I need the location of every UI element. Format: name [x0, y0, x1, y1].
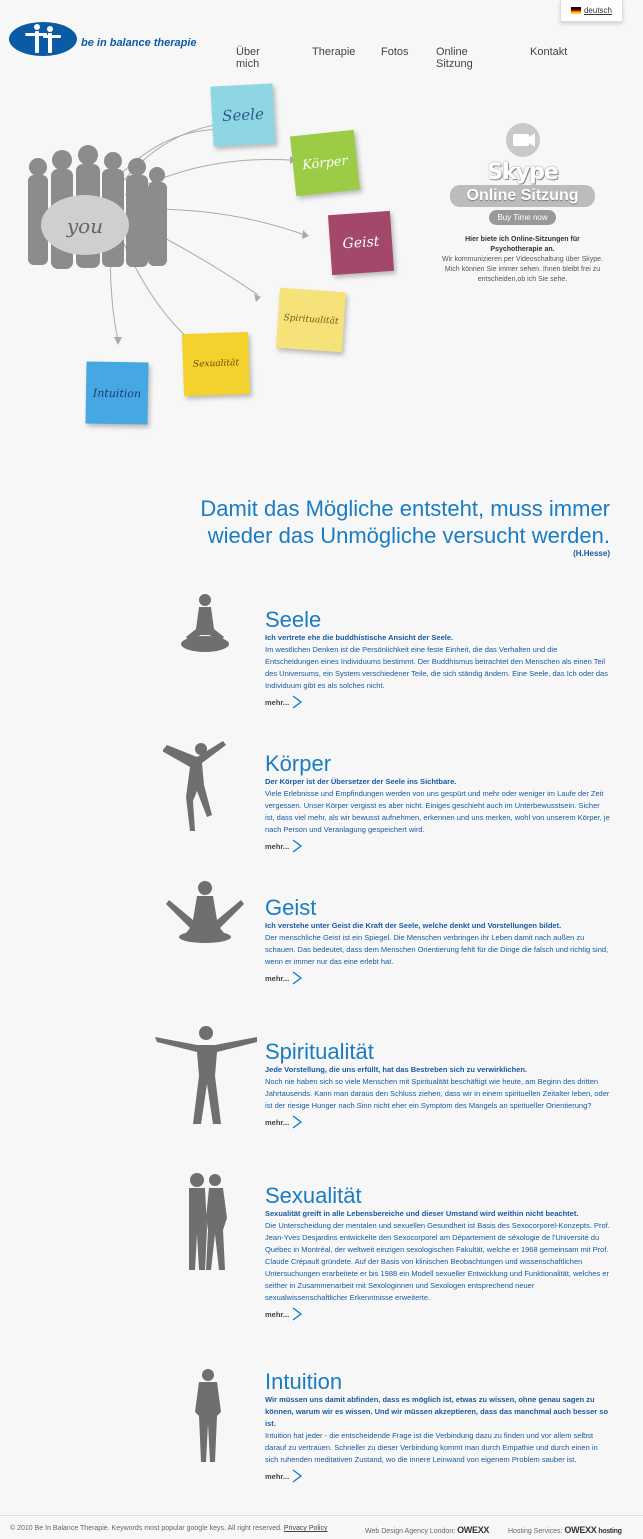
section-body: Die Unterscheidung der mentalen und sexuellen Gesundheit ist Basis des Sexocorporel-Konzepts. Prof. Jean-Yves Desjardins entwickelte den Sexocorporel am Département de séxologie de l'Université du Québec in Montréal, der weltweit einzigen sexologischen Fakultät, welche er 1968 gemeinsam mit Prof. Claude Crépault gründete. Auf der Basis von klinischen Beobachtungen und wissenschaftlichen Untersuchungen erarbeitete er bis 1988 ein Modell sexueller Entwicklung und Funktionalität, welches er seither in Zusammenarbeit mit Sexologinnen und Sexologen entsprechend neuer sexualwissenschaftlicher Erkenntnisse erweiterte. — [265, 1221, 610, 1302]
section-lead: Ich vertrete ehe die buddhistische Ansicht der Seele. — [265, 633, 454, 642]
skype-promo[interactable] — [440, 120, 605, 285]
video-camera-icon — [498, 120, 548, 160]
privacy-policy-link[interactable]: Privacy Policy — [283, 1525, 328, 1532]
german-flag-icon — [571, 7, 581, 14]
agency-logo[interactable]: OWEXX — [457, 1525, 490, 1535]
section-title: Geist — [265, 895, 317, 920]
online-sitzung-title: Online Sitzung — [450, 185, 595, 207]
logo-figures-icon — [7, 15, 79, 63]
section-body: Viele Erlebnisse und Empfindungen werden von uns gespürt und mehr oder weniger im Laufe der Zeit vergessen. Unser Körper vergisst es aber nicht. Einiges geschieht auch im Unterbewusstsein. Sicher ist, dass viel mehr, als wir bewusst aufnehmen, erkennen und uns merken, wohl von unserem Körper, je nach Person und Veranlagung gespeichert wird. — [265, 789, 610, 834]
section-body: Intuition hat jeder - die entscheidende Frage ist die Verbindung dazu zu finden und vor allem selbst darauf zu vertrauen. Schneller zu dieser Verbindung kommt man durch Empathie und durch einen in sich ruhenden meditativen Zustand, wo die innere Leinwand von eigenem Problem sauber ist. — [265, 1431, 598, 1464]
more-link[interactable]: mehr... — [265, 1115, 610, 1129]
chevron-right-icon — [291, 1469, 303, 1483]
nav-item-ueber-mich[interactable]: Über mich — [236, 46, 260, 70]
site-logo[interactable] — [7, 15, 197, 63]
quote-text: Damit das Mögliche entsteht, muss immer wieder das Unmögliche versucht werden. — [200, 496, 610, 548]
language-label[interactable]: deutsch — [583, 6, 613, 15]
section-lead: Sexualität greift in alle Lebensbereiche und dieser Umstand wird weithin nicht beachtet. — [265, 1209, 579, 1218]
note-seele: Seele — [210, 83, 275, 146]
section-title: Intuition — [265, 1369, 343, 1394]
section-lead: Wir müssen uns damit abfinden, dass es möglich ist, etwas zu wissen, ohne genau sagen zu können, warum wir es wissen. Und wir müssen akzeptieren, dass das manchmal auch besser so ist. — [265, 1395, 609, 1428]
section-spiritualitaet — [265, 1040, 610, 1129]
more-link[interactable]: mehr... — [265, 1469, 610, 1483]
section-title: Spiritualität — [265, 1039, 374, 1064]
couple-silhouette-icon — [183, 1170, 231, 1272]
note-geist: Geist — [328, 211, 394, 275]
chevron-right-icon — [291, 1307, 303, 1321]
section-sexualitaet — [265, 1184, 610, 1321]
section-seele — [265, 608, 610, 709]
section-body: Noch nie haben sich so viele Menschen mit Spiritualität beschäftigt wie heute, am Beginn des dritten Jahrtausends. Kann man daraus den Schluss ziehen, dass wir in einem spirituellen Zeitalter leben, oder ist der riesige Hunger nach Sinn nicht eher ein Symptom des Mangels an spiritueller Orientierung? — [265, 1077, 610, 1110]
more-link[interactable]: mehr... — [265, 1307, 610, 1321]
dancer-silhouette-icon — [163, 737, 241, 837]
section-intuition — [265, 1370, 610, 1483]
chevron-right-icon — [291, 971, 303, 985]
note-koerper: Körper — [290, 130, 360, 196]
section-lead: Der Körper ist der Übersetzer der Seele ins Sichtbare. — [265, 777, 457, 786]
nav-item-online-sitzung[interactable]: Online Sitzung — [436, 46, 473, 70]
standing-man-silhouette-icon — [193, 1368, 223, 1464]
hosting-logo-suffix: hosting — [598, 1528, 622, 1535]
chevron-right-icon — [291, 839, 303, 853]
brand-name: be in balance therapie — [81, 37, 197, 49]
more-link[interactable]: mehr... — [265, 695, 610, 709]
section-geist — [265, 896, 610, 985]
nav-item-fotos[interactable]: Fotos — [381, 46, 409, 58]
section-lead: Jede Vorstellung, die uns erfüllt, hat das Bestreben sich zu verwirklichen. — [265, 1065, 528, 1074]
yoga-pose-silhouette-icon — [163, 880, 247, 944]
footer-agency: Web Design Agency London: OWEXX — [365, 1525, 490, 1535]
note-sexualitaet: Sexualität — [182, 332, 250, 396]
buy-time-button[interactable]: Buy Time now — [489, 210, 555, 225]
note-spiritualitaet: Spiritualität — [276, 288, 346, 352]
section-koerper — [265, 752, 610, 853]
footer-hosting: Hosting Services: OWEXX hosting — [508, 1525, 622, 1535]
quote-author: (H.Hesse) — [573, 549, 610, 558]
more-link[interactable]: mehr... — [265, 971, 610, 985]
more-link[interactable]: mehr... — [265, 839, 610, 853]
hosting-logo[interactable]: OWEXX — [564, 1525, 597, 1535]
nav-item-kontakt[interactable]: Kontakt — [530, 46, 568, 58]
chevron-right-icon — [291, 695, 303, 709]
note-intuition: Intuition — [85, 361, 148, 424]
section-title: Körper — [265, 751, 332, 776]
footer-copyright: © 2010 Be In Balance Therapie. Keywords most popular google keys. All right reserved. Privacy Policy — [10, 1525, 328, 1532]
section-title: Sexualität — [265, 1183, 362, 1208]
arms-outstretched-silhouette-icon — [155, 1025, 257, 1127]
language-selector[interactable] — [560, 0, 623, 22]
meditation-silhouette-icon — [175, 592, 235, 654]
nav-item-therapie[interactable]: Therapie — [312, 46, 356, 58]
section-body: Im westlichen Denken ist die Persönlichkeit eine feste Einheit, die das Verhalten und die Entscheidungen eines Individuums bestimmt. Der Buddhismus betrachtet den Menschen als einen Teil des Universums, ein System verschiedener Teile, die sich ständig ändern. Eine Seele, das Ich oder das Individuum gibt es als solches nicht. — [265, 645, 608, 690]
chevron-right-icon — [291, 1115, 303, 1129]
section-title: Seele — [265, 607, 322, 632]
footer — [0, 1515, 643, 1539]
section-lead: Ich verstehe unter Geist die Kraft der Seele, welche denkt und Vorstellungen bildet. — [265, 921, 562, 930]
section-body: Der menschliche Geist ist ein Spiegel. Die Menschen verbringen ihr Leben damit nach außen zu schauen. Das bedeutet, dass dem Menschen Orientierung fehlt für die Dinge die falsch und richtig sind, wenn er immer nur das eine erlebt hat. — [265, 933, 609, 966]
skype-description: Wir kommunizieren per Videoschaltung über Skype. Mich können Sie immer sehen. Ihnen bleibt frei zu entscheiden,ob ich Sie sehe. — [442, 256, 603, 283]
hesse-quote — [150, 495, 610, 559]
skype-intro: Hier biete ich Online-Sitzungen für Psychotherapie an. — [465, 236, 580, 253]
skype-logo-text: Skype — [487, 160, 558, 185]
you-label: you — [66, 214, 104, 238]
